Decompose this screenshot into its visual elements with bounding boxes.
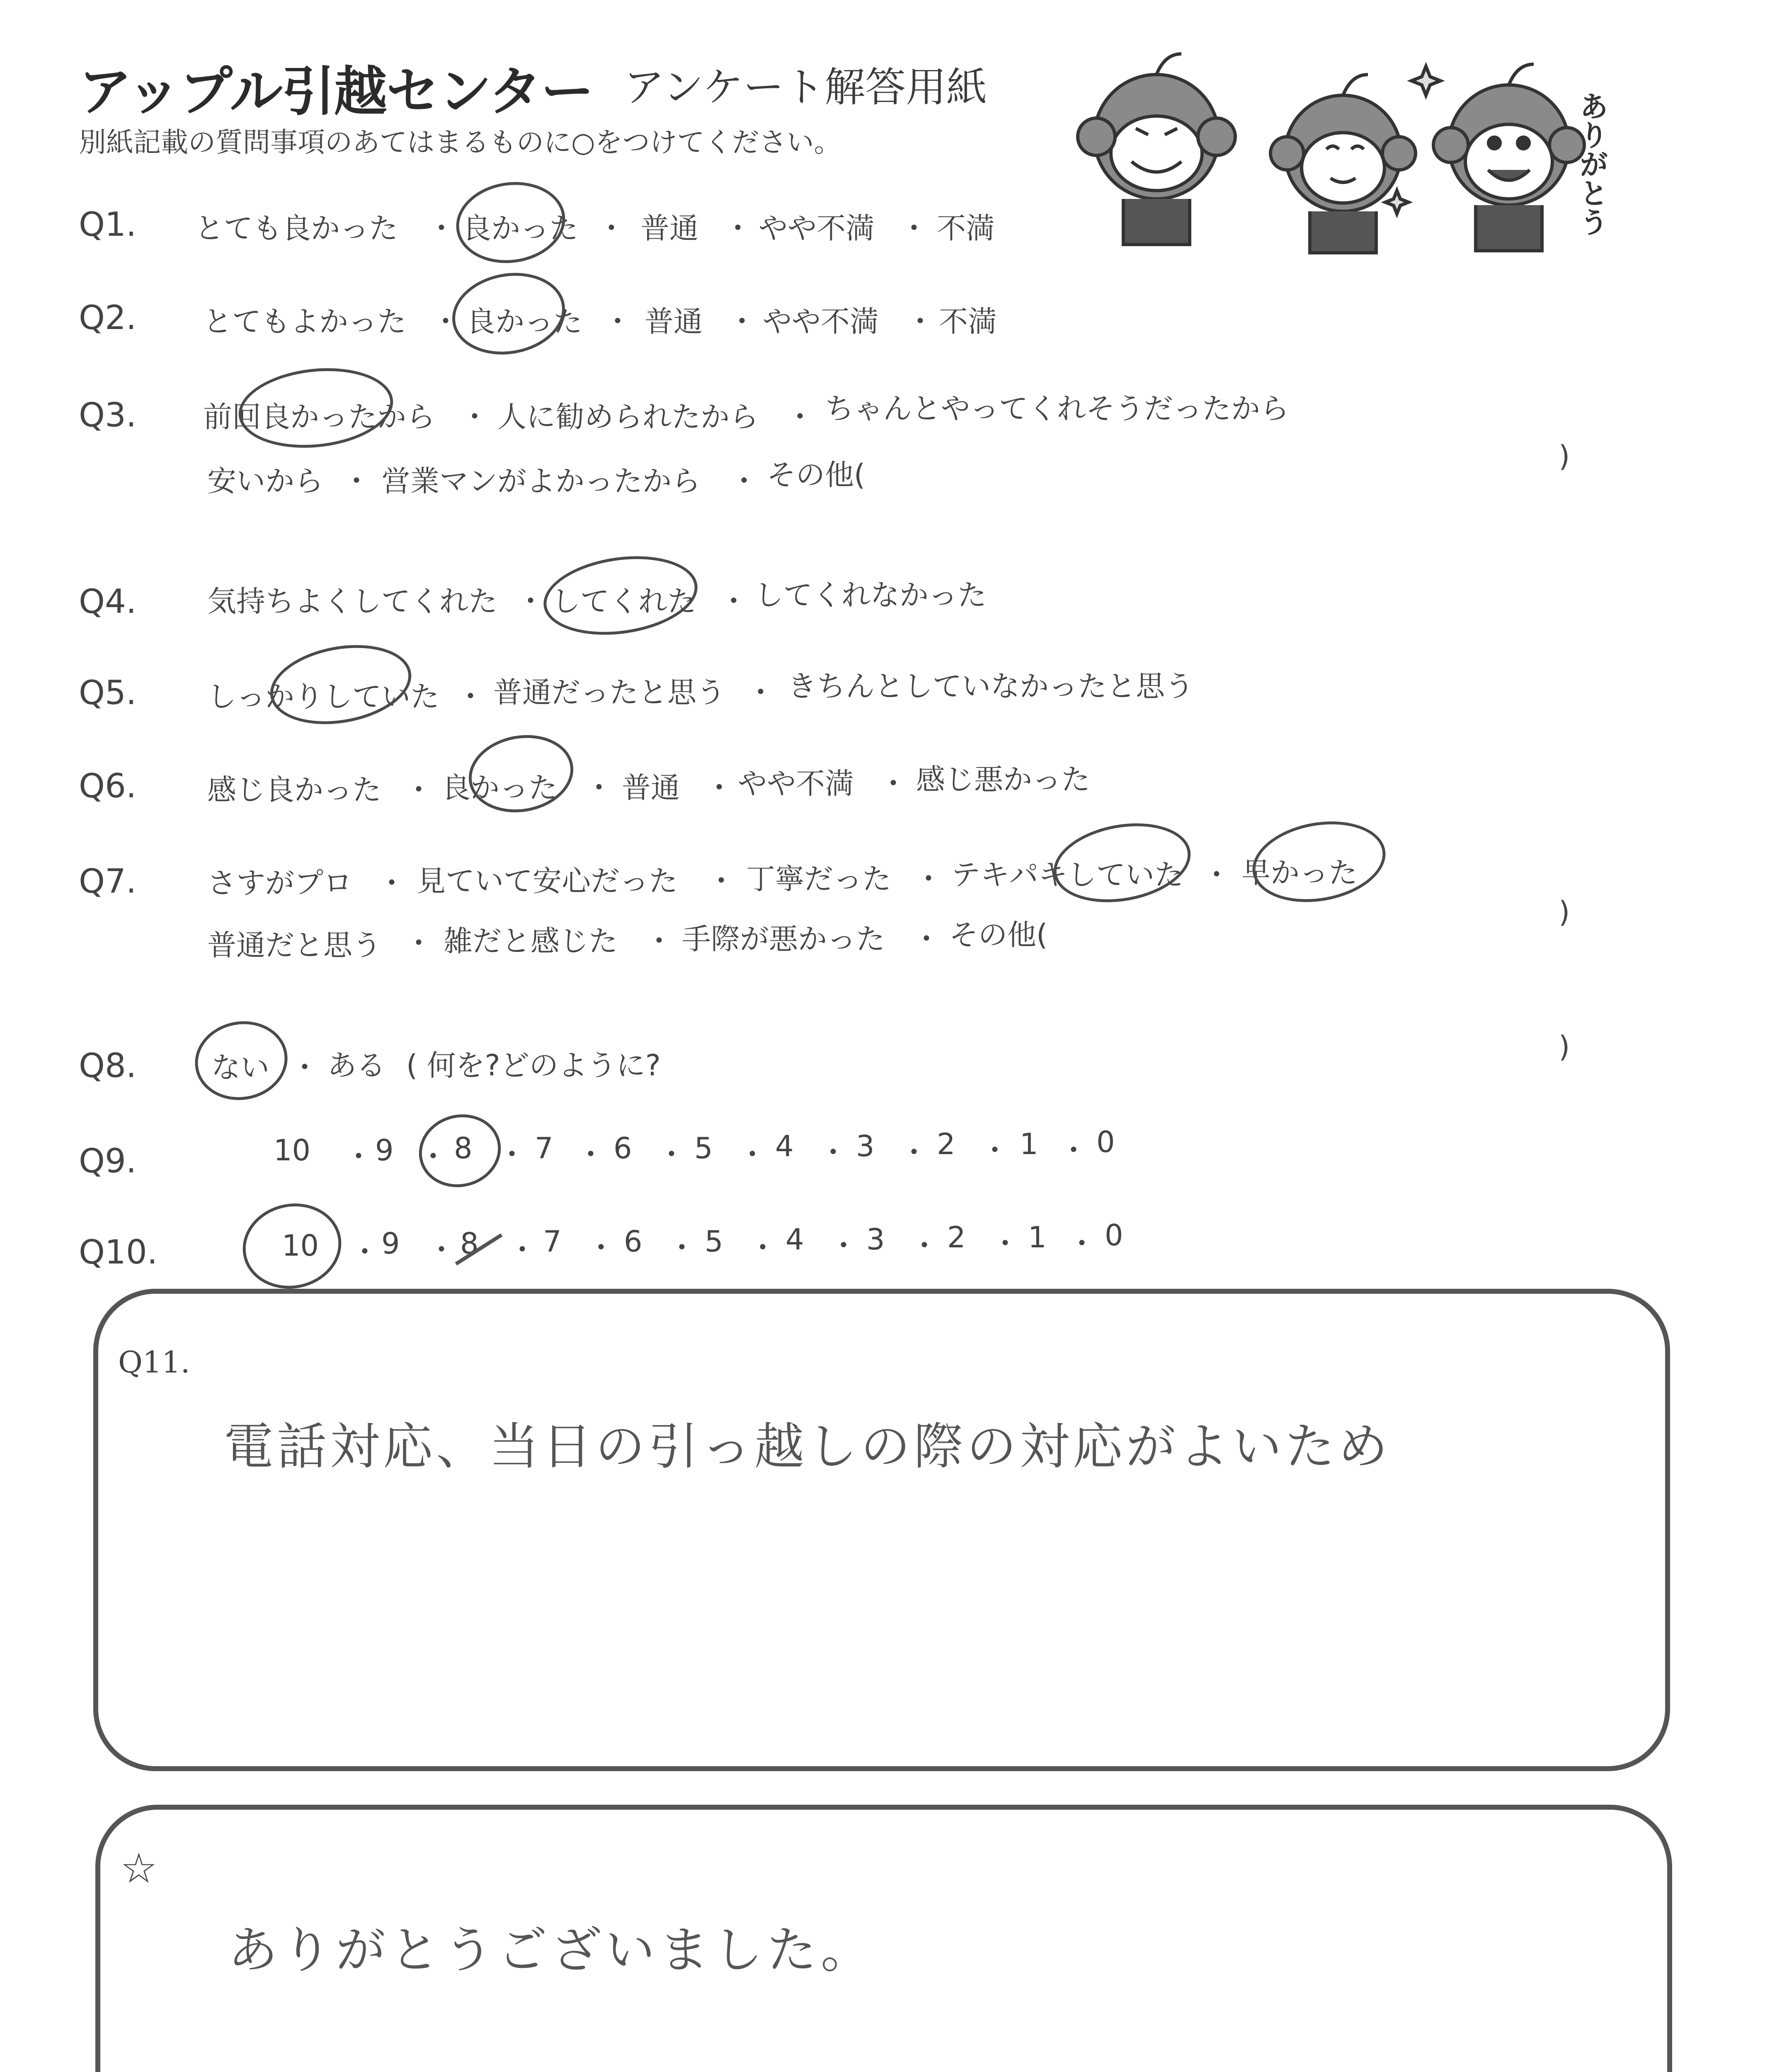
q9-score-5[interactable]: 5 (694, 1131, 713, 1165)
q6-option-1[interactable]: 感じ良かった (207, 773, 381, 807)
q9-score-9[interactable]: 9 (375, 1133, 394, 1167)
q2-option-4[interactable]: やや不満 (763, 305, 879, 339)
answer-circle-mark (446, 264, 572, 363)
answer-circle-mark (451, 175, 570, 270)
separator: ・ (906, 305, 935, 339)
q3-option-other[interactable]: その他( (767, 458, 866, 492)
q5-label: Q5. (79, 673, 137, 712)
separator: ・ (727, 305, 756, 339)
q1-option-1[interactable]: とても良かった (195, 211, 398, 245)
q3-close-paren: ) (1559, 439, 1570, 473)
separator: ・ (899, 211, 929, 245)
q4-option-3[interactable]: してくれなかった (754, 578, 987, 612)
q9-score-4[interactable]: 4 (775, 1129, 794, 1163)
separator: ・ (748, 1231, 777, 1265)
separator: ・ (290, 1051, 319, 1084)
separator: ・ (576, 1138, 605, 1172)
q10-score-0[interactable]: 0 (1105, 1218, 1123, 1252)
q7-option-2[interactable]: 見ていて安心だった (417, 864, 678, 898)
separator: ・ (667, 1231, 696, 1265)
form-title: アップル引越センター (79, 61, 593, 123)
separator: ・ (431, 305, 460, 339)
separator: ・ (730, 464, 759, 498)
q10-score-3[interactable]: 3 (866, 1222, 885, 1256)
q4-label: Q4. (79, 582, 137, 621)
answer-circle-mark (538, 547, 703, 644)
monkey-icon (1433, 64, 1584, 251)
q3-option-4[interactable]: 安いから (207, 464, 323, 498)
q10-score-8[interactable]: 8 (460, 1227, 479, 1261)
separator: ・ (738, 1138, 767, 1172)
q2-option-3[interactable]: 普通 (645, 305, 703, 339)
q7-option-8[interactable]: 手際が悪かった (682, 922, 885, 956)
q3-option-1[interactable]: 前回良かったから (203, 400, 435, 434)
separator: ・ (991, 1227, 1020, 1261)
answer-circle-mark (189, 1014, 293, 1107)
separator: ・ (427, 211, 456, 245)
q7-option-4[interactable]: テキパキしていた (951, 858, 1183, 892)
separator: ・ (912, 922, 941, 956)
separator: ・ (377, 866, 406, 900)
q6-option-3[interactable]: 普通 (622, 771, 680, 805)
q2-label: Q2. (79, 298, 137, 337)
q10-score-4[interactable]: 4 (786, 1222, 804, 1256)
comment-handwritten-text: ありがとうございました。 (228, 1922, 875, 1979)
q1-option-4[interactable]: やや不満 (759, 211, 875, 245)
q7-option-3[interactable]: 丁寧だった (746, 862, 891, 896)
q6-label: Q6. (79, 767, 137, 805)
q10-score-6[interactable]: 6 (624, 1225, 642, 1259)
separator: ・ (460, 400, 489, 434)
q10-score-5[interactable]: 5 (705, 1225, 723, 1259)
q2-option-2[interactable]: 良かった (466, 305, 582, 339)
q8-option-none[interactable]: ない (211, 1051, 269, 1084)
q7-option-5[interactable]: 早かった (1241, 856, 1358, 890)
q10-score-9[interactable]: 9 (381, 1227, 400, 1261)
q7-option-1[interactable]: さすがプロ (207, 866, 352, 900)
separator: ・ (719, 584, 748, 618)
q4-option-2[interactable]: してくれた (551, 584, 696, 618)
separator: ・ (344, 1140, 373, 1174)
monkey-mascots-illustration (1061, 41, 1625, 274)
separator: ・ (587, 1231, 616, 1265)
q3-option-5[interactable]: 営業マンがよかったから (381, 464, 701, 498)
q9-label: Q9. (79, 1142, 137, 1180)
answer-circle-mark (235, 1194, 349, 1297)
q2-option-5[interactable]: 不満 (939, 305, 997, 339)
separator: ・ (910, 1229, 939, 1263)
separator: ・ (404, 926, 433, 960)
separator: ・ (829, 1229, 858, 1263)
separator: ・ (508, 1233, 537, 1267)
separator: ・ (497, 1138, 526, 1172)
separator: ・ (404, 773, 433, 807)
q10-score-7[interactable]: 7 (543, 1225, 562, 1259)
q1-option-3[interactable]: 普通 (640, 211, 698, 245)
q11-label: Q11. (118, 1345, 190, 1380)
q1-option-5[interactable]: 不満 (937, 211, 995, 245)
separator: ・ (879, 767, 908, 801)
separator: ・ (603, 305, 632, 339)
separator: ・ (1067, 1227, 1096, 1261)
q3-option-3[interactable]: ちゃんとやってくれそうだったから (825, 392, 1289, 426)
q2-option-1[interactable]: とてもよかった (203, 305, 406, 339)
separator: ・ (705, 771, 734, 805)
separator: ・ (786, 400, 815, 434)
q11-handwritten-answer: 電話対応、当日の引っ越しの際の対応がよいため (224, 1418, 1391, 1476)
separator: ・ (1059, 1133, 1088, 1167)
q5-option-1[interactable]: しっかりしていた (207, 680, 439, 714)
separator: ・ (597, 211, 626, 245)
separator: ・ (427, 1233, 456, 1267)
star-icon: ☆ (120, 1844, 158, 1893)
separator: ・ (516, 584, 545, 618)
q5-option-2[interactable]: 普通だったと思う (493, 675, 725, 709)
q8-label: Q8. (79, 1046, 137, 1085)
q9-score-3[interactable]: 3 (856, 1129, 875, 1163)
q3-label: Q3. (79, 396, 137, 434)
q6-option-4[interactable]: やや不満 (738, 767, 854, 801)
q9-score-1[interactable]: 1 (1020, 1127, 1038, 1161)
q9-score-0[interactable]: 0 (1096, 1125, 1115, 1159)
q10-label: Q10. (79, 1233, 158, 1271)
separator: ・ (723, 211, 752, 245)
q10-score-1[interactable]: 1 (1028, 1220, 1047, 1254)
q8-note: ( 何を?どのように? (406, 1048, 661, 1082)
separator: ・ (342, 464, 371, 498)
q7-option-other[interactable]: その他( (949, 918, 1048, 952)
separator: ・ (914, 862, 943, 896)
q5-option-3[interactable]: きちんとしていなかったと思う (788, 669, 1194, 703)
form-subtitle: アンケート解答用紙 (624, 64, 987, 111)
monkey-icon (1078, 54, 1235, 244)
q9-score-10[interactable]: 10 (274, 1133, 311, 1167)
q7-option-7[interactable]: 雑だと感じた (444, 924, 618, 958)
q11-answer-box[interactable] (93, 1289, 1670, 1771)
q8-close-paren: ) (1559, 1030, 1570, 1064)
separator: ・ (350, 1235, 379, 1269)
separator: ・ (584, 771, 613, 805)
answer-circle-mark (1246, 811, 1392, 912)
answer-circle-mark (264, 635, 418, 735)
q9-score-7[interactable]: 7 (535, 1131, 553, 1165)
instruction-text: 別紙記載の質問事項のあてはまるものに○をつけてください。 (79, 126, 841, 158)
q1-label: Q1. (79, 205, 137, 244)
separator: ・ (746, 675, 775, 709)
separator: ・ (419, 1140, 448, 1174)
q7-label: Q7. (79, 862, 137, 900)
q1-option-2[interactable]: 良かった (462, 211, 578, 245)
q3-option-2[interactable]: 人に勧められたから (497, 400, 759, 434)
separator: ・ (645, 924, 674, 958)
q9-score-2[interactable]: 2 (937, 1127, 955, 1161)
q7-option-6[interactable]: 普通だと思う (207, 928, 381, 962)
mascot-thanks-text: ありがとう (1575, 91, 1609, 236)
separator: ・ (980, 1133, 1009, 1167)
q9-score-6[interactable]: 6 (613, 1131, 632, 1165)
q9-score-8[interactable]: 8 (454, 1131, 473, 1165)
q4-option-1[interactable]: 気持ちよくしてくれた (207, 584, 497, 618)
monkey-icon (1270, 75, 1416, 253)
separator: ・ (707, 864, 736, 898)
q10-score-2[interactable]: 2 (947, 1220, 966, 1254)
q7-close-paren: ) (1559, 895, 1570, 929)
q10-score-10[interactable]: 10 (282, 1229, 319, 1263)
q6-option-5[interactable]: 感じ悪かった (916, 762, 1090, 796)
answer-circle-mark (1047, 813, 1197, 912)
separator: ・ (657, 1138, 686, 1172)
separator: ・ (819, 1135, 848, 1169)
separator: ・ (456, 680, 485, 714)
strike-mark (448, 1218, 510, 1280)
separator: ・ (899, 1135, 929, 1169)
answer-circle-mark (411, 1105, 509, 1196)
separator: ・ (1202, 858, 1231, 892)
q8-option-some[interactable]: ある (327, 1048, 385, 1082)
answer-circle-mark (235, 361, 397, 455)
q6-option-2[interactable]: 良かった (441, 771, 558, 805)
